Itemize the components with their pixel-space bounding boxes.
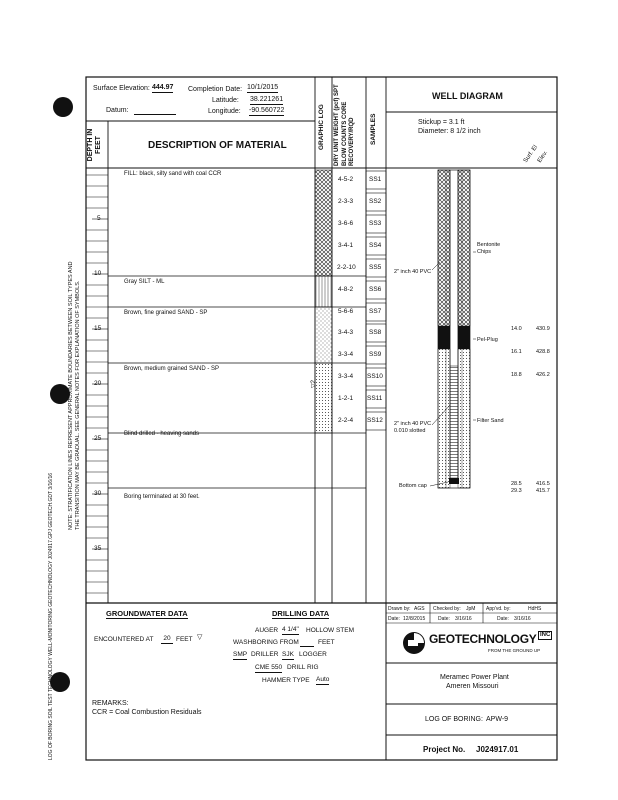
material-description: Gray SILT - ML	[124, 279, 165, 285]
bottom-cap-label: Bottom cap	[399, 483, 427, 489]
sample-id: SS12	[367, 417, 383, 424]
sample-blows: 3-6-6	[338, 220, 354, 227]
datum-label: Datum:	[106, 107, 129, 114]
sample-id: SS8	[369, 329, 382, 336]
completion-date-label: Completion Date:	[188, 86, 243, 93]
hammer-type-label: HAMMER TYPE	[262, 677, 310, 684]
groundwater-depth-value: 20	[161, 635, 173, 644]
drilling-title: DRILLING DATA	[272, 609, 330, 618]
depth-tick-label: 15	[94, 325, 102, 332]
approved-by-label: App'vd. by:	[486, 606, 511, 612]
surface-elevation-value: 444.97	[152, 84, 174, 91]
material-description: Brown, fine grained SAND - SP	[124, 310, 208, 316]
date-label: Date:	[438, 616, 450, 622]
well-elev: 430.9	[536, 326, 550, 332]
client-name: Ameren Missouri	[446, 683, 499, 690]
sample-id: SS1	[369, 176, 382, 183]
material-description: Brown, medium grained SAND - SP	[124, 366, 220, 372]
bentonite-label: Bentonite Chips	[477, 242, 501, 255]
drill-rig-code: CME 550	[255, 664, 283, 671]
well-elev: 416.5	[536, 481, 550, 487]
water-level-marker: ▽2	[310, 380, 317, 388]
company-suffix: INC	[540, 632, 551, 638]
material-description: Boring terminated at 30 feet.	[124, 494, 200, 500]
auger-label: AUGER	[255, 627, 279, 634]
graphic-log-header: GRAPHIC LOG	[318, 104, 325, 150]
stickup-text: Stickup = 3.1 ft	[418, 119, 465, 126]
sample-id: SS10	[367, 373, 383, 380]
hollow-stem-label: HOLLOW STEM	[306, 627, 355, 634]
longitude-value: -90.560722	[249, 107, 285, 114]
sample-blows: 2-3-3	[338, 198, 354, 205]
project-number: J024917.01	[476, 745, 519, 754]
log-of-boring-label: LOG OF BORING:	[425, 716, 483, 723]
washboring-blank	[300, 646, 314, 647]
depth-header: DEPTH IN FEET	[87, 128, 102, 162]
latitude-value: 38.221261	[250, 96, 284, 103]
logger-label: LOGGER	[299, 651, 327, 658]
sample-blows: 5-6-6	[338, 308, 354, 315]
depth-tick-label: 30	[94, 490, 102, 497]
side-note: NOTE: STRATIFICATION LINES REPRESENT APPROXIMATE BOUNDARIES BETWEEN SOIL TYPES AND THE TRANSITION MAY BE GRADUAL. SEE GENERAL NOTES FOR EXPLANATION OF SYMBOLS.	[68, 261, 81, 530]
depth-tick-label: 25	[94, 435, 102, 442]
sample-id: SS7	[369, 308, 382, 315]
sample-blows: 2-2-4	[338, 417, 354, 424]
water-level-symbol: ▽	[197, 634, 203, 641]
date-value: 3/16/16	[514, 616, 531, 622]
date-label: Date:	[388, 616, 400, 622]
date-value: 3/16/16	[455, 616, 472, 622]
sample-id: SS3	[369, 220, 382, 227]
depth-tick-label: 20	[94, 380, 102, 387]
project-number-label: Project No.	[423, 745, 466, 754]
checked-by-value: JpM	[466, 606, 476, 612]
approved-by-value: HdHS	[528, 606, 542, 612]
material-description: FILL: black, silty sand with coal CCR	[124, 171, 222, 177]
diameter-text: Diameter: 8 1/2 inch	[418, 128, 481, 135]
longitude-label: Longitude:	[208, 108, 241, 115]
drill-rig-label: DRILL RIG	[287, 664, 319, 671]
company-tagline: FROM THE GROUND UP	[488, 648, 541, 653]
sample-id: SS6	[369, 286, 382, 293]
sample-blows: 3-3-4	[338, 373, 354, 380]
sample-id: SS9	[369, 351, 382, 358]
well-depth: 16.1	[511, 349, 522, 355]
well-depth: 28.5	[511, 481, 522, 487]
date-label: Date:	[497, 616, 509, 622]
sample-id: SS2	[369, 198, 382, 205]
datum-value-blank	[134, 114, 176, 115]
well-depth: 18.8	[511, 372, 522, 378]
dry-unit-header: DRY UNIT WEIGHT (pcf) SPT BLOW COUNTS CORE RECOVERY/RQD	[334, 84, 355, 166]
material-description: Blind drilled - heaving sands	[124, 431, 200, 437]
remarks-title: REMARKS:	[92, 700, 129, 707]
driller-code: SMP	[233, 651, 248, 658]
project-name: Meramec Power Plant	[440, 674, 509, 681]
groundwater-unit: FEET	[176, 636, 193, 643]
sample-id: SS5	[369, 264, 382, 271]
well-diagram	[438, 170, 470, 488]
description-header: DESCRIPTION OF MATERIAL	[148, 140, 287, 151]
sample-blows: 4-5-2	[338, 176, 354, 183]
sample-id: SS11	[367, 395, 383, 402]
latitude-label: Latitude:	[212, 97, 239, 104]
well-elev: 428.8	[536, 349, 550, 355]
sample-blows: 3-3-4	[338, 351, 354, 358]
auger-size: 4 1/4"	[282, 626, 299, 633]
surface-elevation-label: Surface Elevation:	[93, 85, 150, 92]
well-depth: 14.0	[511, 326, 522, 332]
sample-blows: 4-8-2	[338, 286, 354, 293]
drawn-by-value: AGS	[414, 606, 425, 612]
washboring-feet: FEET	[318, 639, 335, 646]
boring-id: APW-9	[486, 716, 509, 723]
depth-tick-label: 10	[94, 270, 102, 277]
sample-blows: 1-2-1	[338, 395, 354, 402]
drawn-by-label: Drawn by:	[388, 606, 411, 612]
date-value: 12/8/2015	[403, 616, 426, 622]
hammer-type-value: Auto	[316, 676, 330, 683]
sample-blows: 3-4-1	[338, 242, 354, 249]
sample-blows: 2-2-10	[337, 264, 356, 271]
driller-label: DRILLER	[251, 651, 279, 658]
remarks-text: CCR = Coal Combustion Residuals	[92, 709, 202, 716]
sample-blows: 3-4-3	[338, 329, 354, 336]
surface-elev-header: Surf. El	[522, 144, 540, 165]
checked-by-label: Checked by:	[433, 606, 461, 612]
screen-label: 2" inch 40 PVC 0.010 slotted	[394, 421, 432, 434]
well-diagram-title: WELL DIAGRAM	[432, 91, 503, 101]
groundwater-encountered-label: ENCOUNTERED AT	[94, 636, 154, 643]
pvc-riser-label: 2" inch 40 PVC	[394, 269, 432, 275]
well-elev: 415.7	[536, 488, 550, 494]
filter-sand-label: Filter Sand	[477, 418, 504, 424]
depth-tick-label: 35	[94, 545, 102, 552]
completion-date-value: 10/1/2015	[247, 84, 279, 91]
sample-id: SS4	[369, 242, 382, 249]
samples-header: SAMPLES	[370, 113, 377, 145]
well-elev: 426.2	[536, 372, 550, 378]
groundwater-title: GROUNDWATER DATA	[106, 609, 188, 618]
side-file-label: LOG OF BORING SOIL TEST TECHNOLOGY WELL-MONITORING GEOTECHNOLOGY J024917.GPJ GEOTECH.GDT 3/16/16	[48, 472, 54, 760]
depth-tick-label: 5	[97, 215, 101, 222]
pel-plug-label: Pel-Plug	[477, 337, 498, 343]
washboring-label: WASHBORING FROM	[233, 639, 299, 646]
company-name: GEOTECHNOLOGY	[429, 632, 537, 646]
logger-code: SJK	[282, 651, 294, 658]
well-depth: 29.3	[511, 488, 522, 494]
elev-header: Elev.	[536, 150, 550, 165]
